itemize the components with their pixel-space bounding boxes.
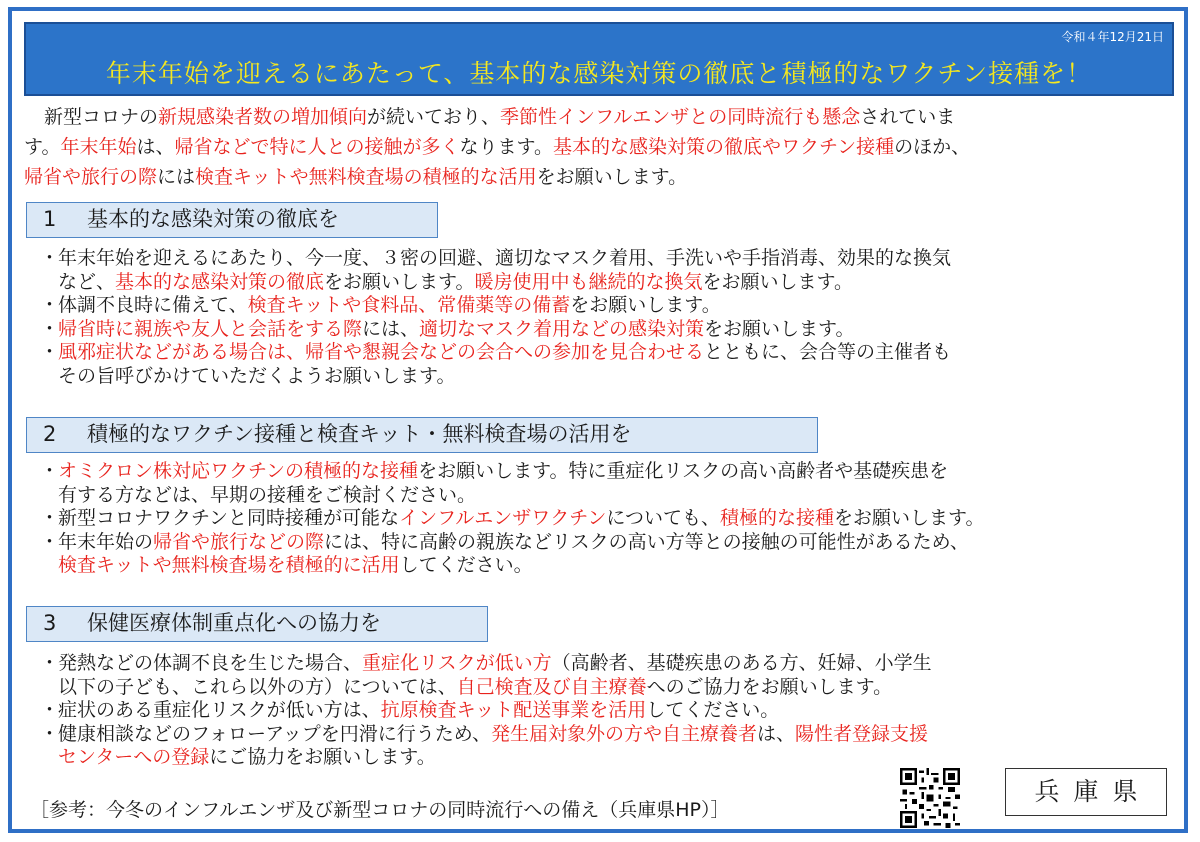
list-item xyxy=(40,460,1180,484)
item-text: 症状のある重症化リスクが低い方は、 xyxy=(58,699,381,721)
item-text: をお願いします。 xyxy=(704,317,855,340)
intro-highlight: 帰省などで特に人との接触が多く xyxy=(174,136,460,158)
bullet: ・ xyxy=(40,699,60,721)
item-text: をお願いします。 xyxy=(834,507,985,529)
item-highlight: 暖房使用中も継続的な換気 xyxy=(474,270,703,293)
bullet: ・ xyxy=(40,507,60,529)
bullet: ・ xyxy=(40,247,60,269)
intro-text: す。 xyxy=(24,136,61,158)
list-item-continued xyxy=(40,554,1180,578)
qr-code-icon[interactable] xyxy=(900,768,960,828)
prefecture-label: 兵庫県 xyxy=(1005,768,1167,816)
item-text: 有する方などは、早期の接種をご検討ください。 xyxy=(58,483,477,506)
issue-date: 令和４年12月21日 xyxy=(1061,30,1164,44)
reference-link[interactable]: ［参考：今冬のインフルエンザ及び新型コロナの同時流行への備え（兵庫県HP）］ xyxy=(30,799,730,821)
item-text: にご協力をお願いします。 xyxy=(209,746,436,768)
section-2-list xyxy=(40,460,1180,578)
section-title: 基本的な感染対策の徹底を xyxy=(87,207,339,231)
item-text: をお願いします。 xyxy=(702,270,854,293)
item-text: へのご協力をお願いします。 xyxy=(646,675,893,698)
item-highlight: 重症化リスクが低い方 xyxy=(362,652,552,674)
item-highlight: 積極的な接種 xyxy=(719,507,834,529)
item-highlight: 陽性者登録支援 xyxy=(795,722,929,745)
item-text: をお願いします。 xyxy=(324,270,475,293)
item-text: には、特に高齢の親族などリスクの高い方等との接触の可能性があるため、 xyxy=(324,530,969,553)
list-item xyxy=(40,699,1180,723)
section-number: 3 xyxy=(43,611,57,635)
bullet: ・ xyxy=(40,530,60,553)
intro-highlight: 新規感染者数の増加傾向 xyxy=(158,106,368,128)
section-number: 2 xyxy=(43,422,57,446)
bullet: ・ xyxy=(40,341,60,363)
item-text: についても、 xyxy=(606,507,720,529)
intro-highlight: 年末年始 xyxy=(60,136,137,158)
item-highlight: 検査キットや食料品、常備薬等の備蓄 xyxy=(247,294,571,316)
intro-text: は、 xyxy=(136,136,175,158)
item-highlight: 帰省時に親族や友人と会話をする際 xyxy=(58,317,363,340)
intro-paragraph xyxy=(24,102,1184,192)
item-text: してください。 xyxy=(646,699,780,721)
bullet: ・ xyxy=(40,722,60,745)
list-item xyxy=(40,294,1180,318)
page-title: 年末年始を迎えるにあたって、基本的な感染対策の徹底と積極的なワクチン接種を！ xyxy=(105,59,1093,88)
list-item xyxy=(40,318,1180,342)
list-item-continued xyxy=(40,365,1180,389)
header-banner xyxy=(24,22,1174,96)
intro-text: をお願いします。 xyxy=(536,166,688,188)
intro-highlight: 帰省や旅行の際 xyxy=(24,166,158,188)
intro-text: なります。 xyxy=(459,136,554,158)
item-highlight: オミクロン株対応ワクチンの積極的な接種 xyxy=(58,460,419,482)
section-2-heading xyxy=(26,417,818,453)
intro-highlight: 基本的な感染対策の徹底やワクチン接種 xyxy=(553,136,895,158)
list-item xyxy=(40,247,1180,271)
section-3-heading xyxy=(26,606,488,642)
intro-text: のほか、 xyxy=(894,136,971,158)
item-highlight: 適切なマスク着用などの感染対策 xyxy=(419,317,705,340)
item-highlight: 基本的な感染対策の徹底 xyxy=(115,270,325,293)
item-text: 年末年始の xyxy=(58,530,154,553)
item-text: をお願いします。特に重症化リスクの高い高齢者や基礎疾患を xyxy=(418,460,949,482)
item-text: とともに、会合等の主催者も xyxy=(704,341,952,363)
intro-highlight: 季節性インフルエンザとの同時流行も懸念 xyxy=(500,106,861,128)
item-highlight: センターへの登録 xyxy=(58,746,210,768)
list-item-continued xyxy=(40,484,1180,508)
list-item xyxy=(40,652,1180,676)
item-text: その旨呼びかけていただくようお願いします。 xyxy=(58,364,456,387)
list-item xyxy=(40,341,1180,365)
intro-text: が続いており、 xyxy=(367,106,501,128)
list-item xyxy=(40,531,1180,555)
section-1-heading xyxy=(26,202,438,238)
item-highlight: インフルエンザワクチン xyxy=(399,507,607,529)
item-text: 発熱などの体調不良を生じた場合、 xyxy=(58,652,363,674)
list-item-continued xyxy=(40,676,1180,700)
bullet: ・ xyxy=(40,652,60,674)
item-text: 年末年始を迎えるにあたり、今一度、３密の回避、適切なマスク着用、手洗いや手指消毒、効果的な換気 xyxy=(58,247,952,269)
item-text: をお願いします。 xyxy=(570,294,721,316)
list-item xyxy=(40,723,1180,747)
item-highlight: 自己検査及び自主療養 xyxy=(456,675,647,698)
item-text: 新型コロナワクチンと同時接種が可能な xyxy=(58,507,400,529)
section-title: 保健医療体制重点化への協力を xyxy=(87,611,381,635)
item-text: 健康相談などのフォローアップを円滑に行うため、 xyxy=(58,722,492,745)
list-item xyxy=(40,507,1180,531)
item-text: は、 xyxy=(757,722,796,745)
item-text: してください。 xyxy=(399,554,533,576)
item-highlight: 風邪症状などがある場合は、帰省や懇親会などの会合への参加を見合わせる xyxy=(58,341,705,363)
item-text: には、 xyxy=(362,317,420,340)
item-text: （高齢者、基礎疾患のある方、妊婦、小学生 xyxy=(551,652,932,674)
intro-text: には xyxy=(157,166,196,188)
list-item-continued xyxy=(40,271,1180,295)
item-highlight: 検査キットや無料検査場を積極的に活用 xyxy=(58,554,400,576)
item-text: 以下の子ども、これら以外の方）については、 xyxy=(58,675,457,698)
section-3-list xyxy=(40,652,1180,770)
item-text: など、 xyxy=(58,270,116,293)
section-number: 1 xyxy=(43,207,57,231)
intro-highlight: 検査キットや無料検査場の積極的な活用 xyxy=(195,166,537,188)
bullet: ・ xyxy=(40,460,60,482)
section-1-list xyxy=(40,247,1180,388)
item-highlight: 抗原検査キット配送事業を活用 xyxy=(380,699,647,721)
intro-text: 新型コロナの xyxy=(44,106,159,128)
intro-text: されていま xyxy=(860,106,956,128)
item-highlight: 帰省や旅行などの際 xyxy=(153,530,325,553)
bullet: ・ xyxy=(40,294,60,316)
bullet: ・ xyxy=(40,317,60,340)
section-title: 積極的なワクチン接種と検査キット・無料検査場の活用を xyxy=(87,422,632,446)
item-highlight: 発生届対象外の方や自主療養者 xyxy=(491,722,758,745)
list-item-continued xyxy=(40,746,1180,770)
item-text: 体調不良時に備えて、 xyxy=(58,294,248,316)
